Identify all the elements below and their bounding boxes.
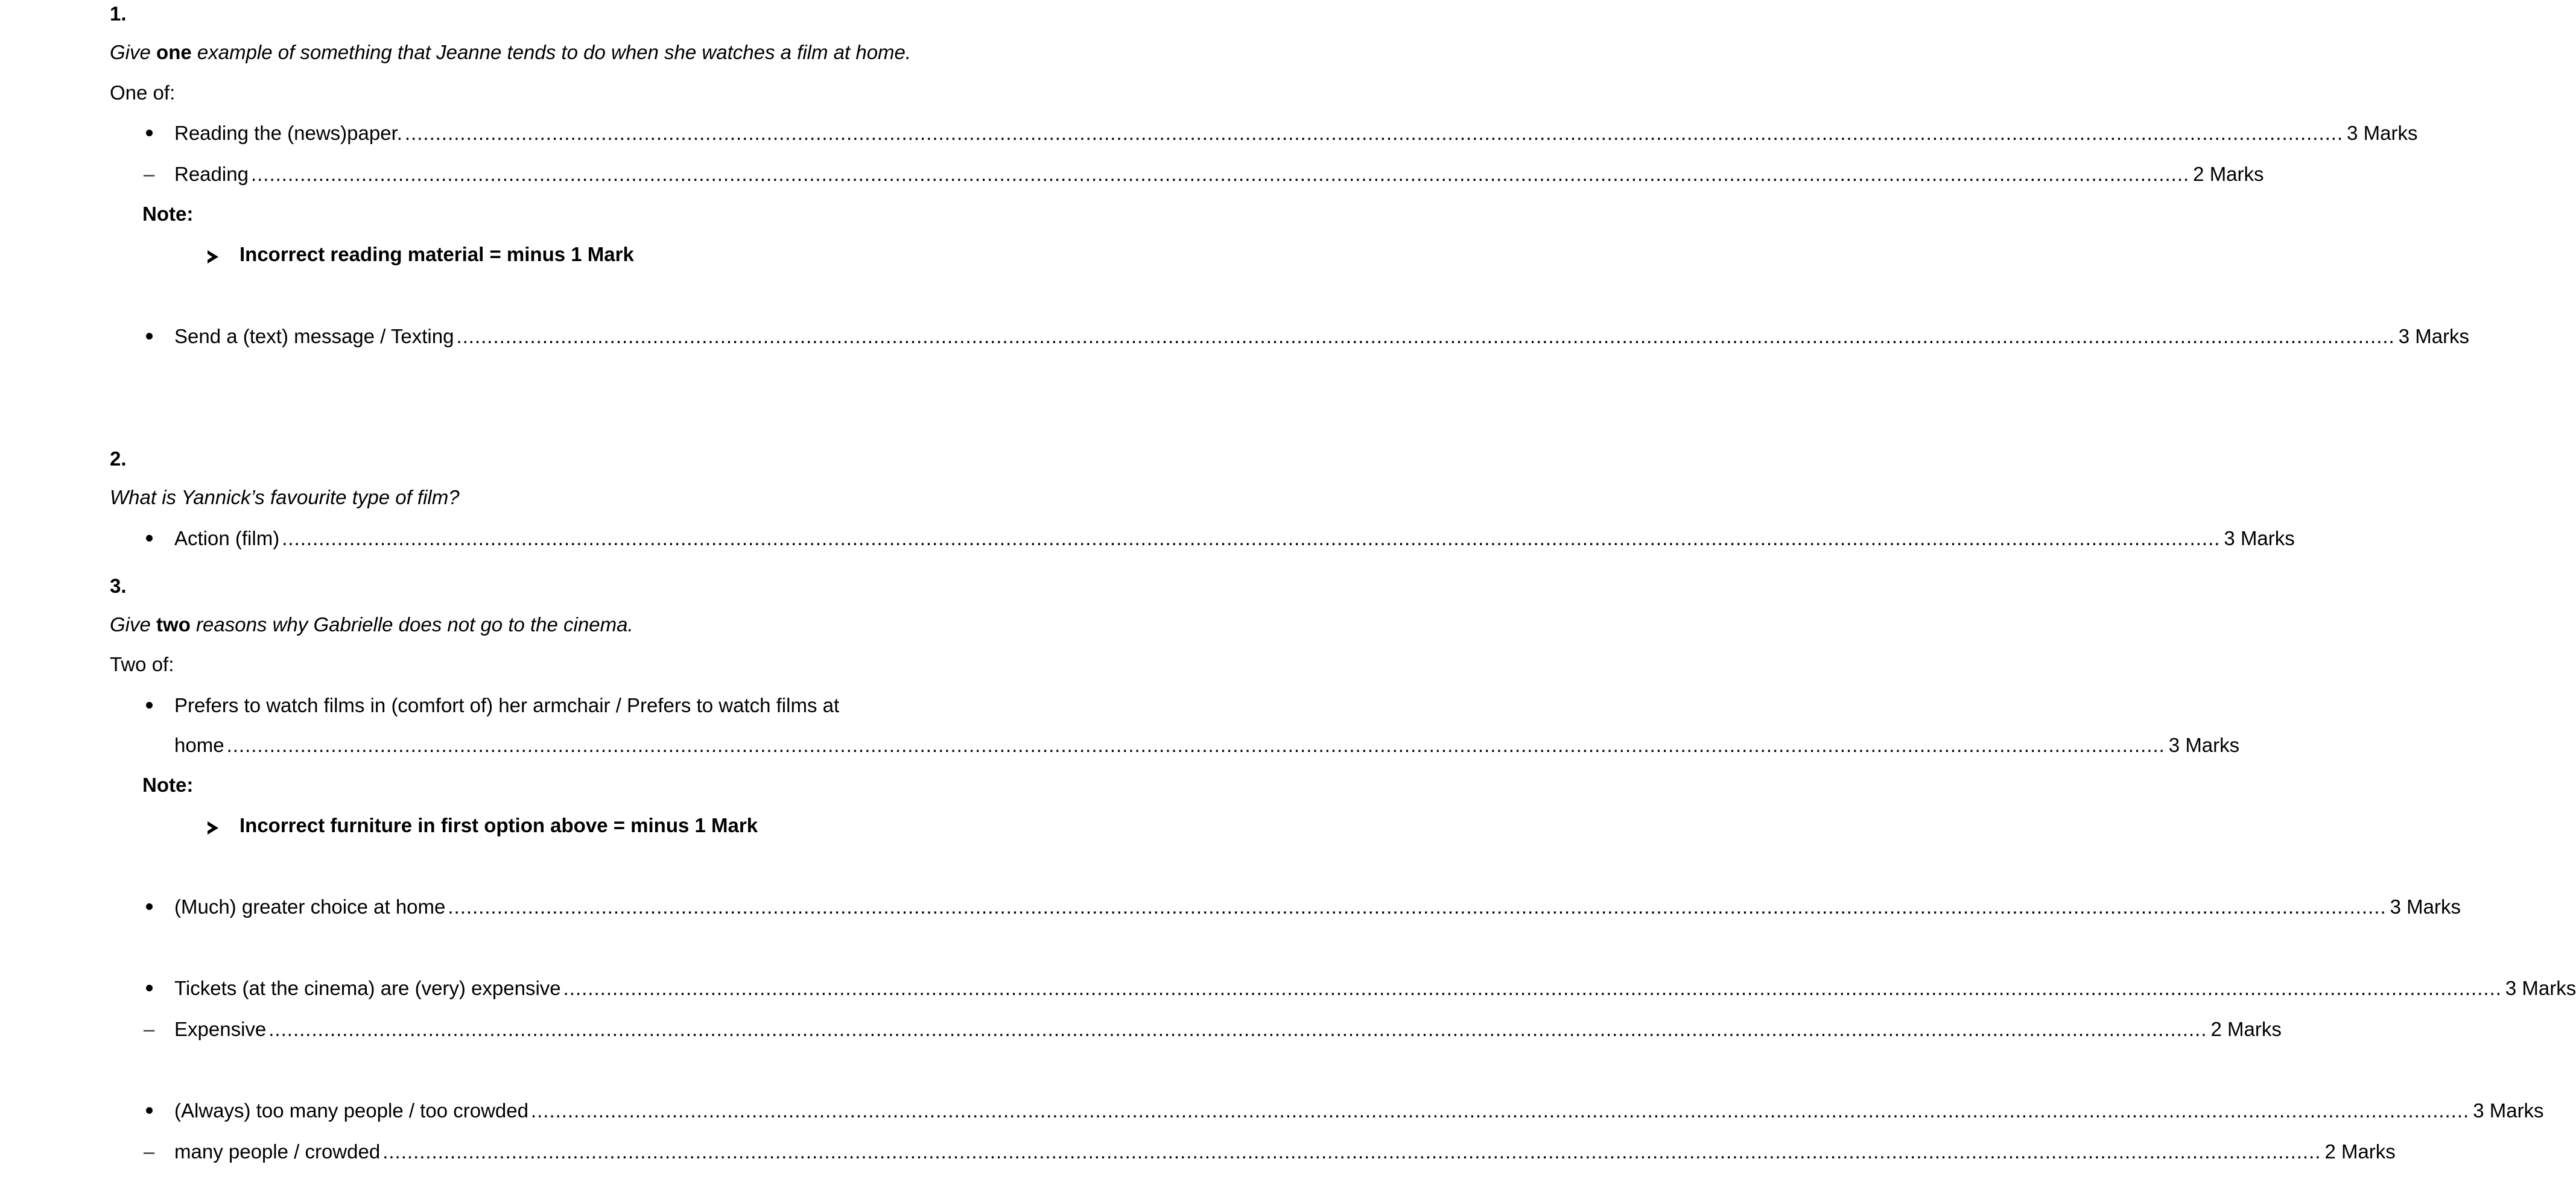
note-label: Note: [142,774,194,796]
answer-text: Reading the (news)paper. [174,122,402,144]
answer-text: Expensive [174,1018,267,1040]
marks-value: 2 Marks [2324,1140,2396,1163]
answer-row [174,122,2418,146]
leader-dots: ............................................................................................................................................................................................................................................................................................................................ [226,734,2165,756]
dash-icon: – [143,1018,155,1040]
arrow-bullet-icon [208,815,224,838]
answer-text: Send a (text) message / Texting [174,325,454,347]
bullet-icon [142,325,156,348]
answer-text: Tickets (at the cinema) are (very) expensive [174,977,561,999]
question-1-number: 1. [110,2,127,25]
answer-row [174,896,2461,920]
answer-row-partial [174,163,2264,187]
answer-row [174,1099,2544,1123]
answer-text: home [174,734,224,756]
leader-dots: ............................................................................................................................................................................................................................................................................................................................ [382,1140,2321,1163]
note-text: Incorrect reading material = minus 1 Mark [240,243,634,265]
marks-value: 3 Marks [2347,122,2418,144]
arrow-bullet-icon [208,244,224,267]
leader-dots: ............................................................................................................................................................................................................................................................................................................................ [456,325,2395,347]
bullet-icon [142,694,156,717]
question-3-intro: Two of: [110,653,174,675]
marks-value: 3 Marks [2473,1099,2544,1122]
answer-row-partial [174,1018,2282,1042]
note-label: Note: [142,203,194,225]
answer-text: (Always) too many people / too crowded [174,1099,528,1122]
answer-text: (Much) greater choice at home [174,896,446,918]
leader-dots: ............................................................................................................................................................................................................................................................................................................................ [250,163,2190,185]
answer-text: Action (film) [174,527,280,549]
bullet-icon [142,122,156,145]
answer-row [174,734,2240,758]
answer-row [174,325,2470,349]
leader-dots: ............................................................................................................................................................................................................................................................................................................................ [563,977,2502,999]
question-1-text: Give one example of something that Jeanne tends to do when she watches a film at home. [110,41,912,63]
leader-dots: ............................................................................................................................................................................................................................................................................................................................ [530,1099,2470,1122]
marks-value: 3 Marks [2224,527,2295,549]
answer-row [174,527,2295,551]
marks-value: 2 Marks [2193,163,2264,185]
question-3-number: 3. [110,575,127,597]
marks-value: 3 Marks [2390,896,2461,918]
leader-dots: ............................................................................................................................................................................................................................................................................................................................ [404,122,2344,144]
leader-dots: ............................................................................................................................................................................................................................................................................................................................ [448,896,2387,918]
bullet-icon [142,527,156,550]
question-3-text: Give two reasons why Gabrielle does not go to the cinema. [110,613,633,636]
question-1-intro: One of: [110,81,176,104]
answer-text: many people / crowded [174,1140,381,1163]
answer-text-line-1: Prefers to watch films in (comfort of) her armchair / Prefers to watch films at [174,694,840,716]
marks-value: 3 Marks [2505,977,2576,999]
answer-text: Reading [174,163,249,185]
marks-value: 3 Marks [2398,325,2470,347]
leader-dots: ............................................................................................................................................................................................................................................................................................................................ [268,1018,2207,1040]
bullet-icon [142,977,156,1000]
answer-row-partial [174,1140,2396,1164]
question-2-text: What is Yannick’s favourite type of film? [110,486,460,508]
question-2-number: 2. [110,447,127,470]
leader-dots: ............................................................................................................................................................................................................................................................................................................................ [282,527,2221,549]
note-text: Incorrect furniture in first option above = minus 1 Mark [240,814,758,836]
bullet-icon [142,896,156,918]
answer-row [174,977,2576,1001]
dash-icon: – [143,1140,155,1163]
dash-icon: – [143,163,155,185]
marks-value: 3 Marks [2168,734,2240,756]
bullet-icon [142,1099,156,1122]
marks-value: 2 Marks [2210,1018,2282,1040]
